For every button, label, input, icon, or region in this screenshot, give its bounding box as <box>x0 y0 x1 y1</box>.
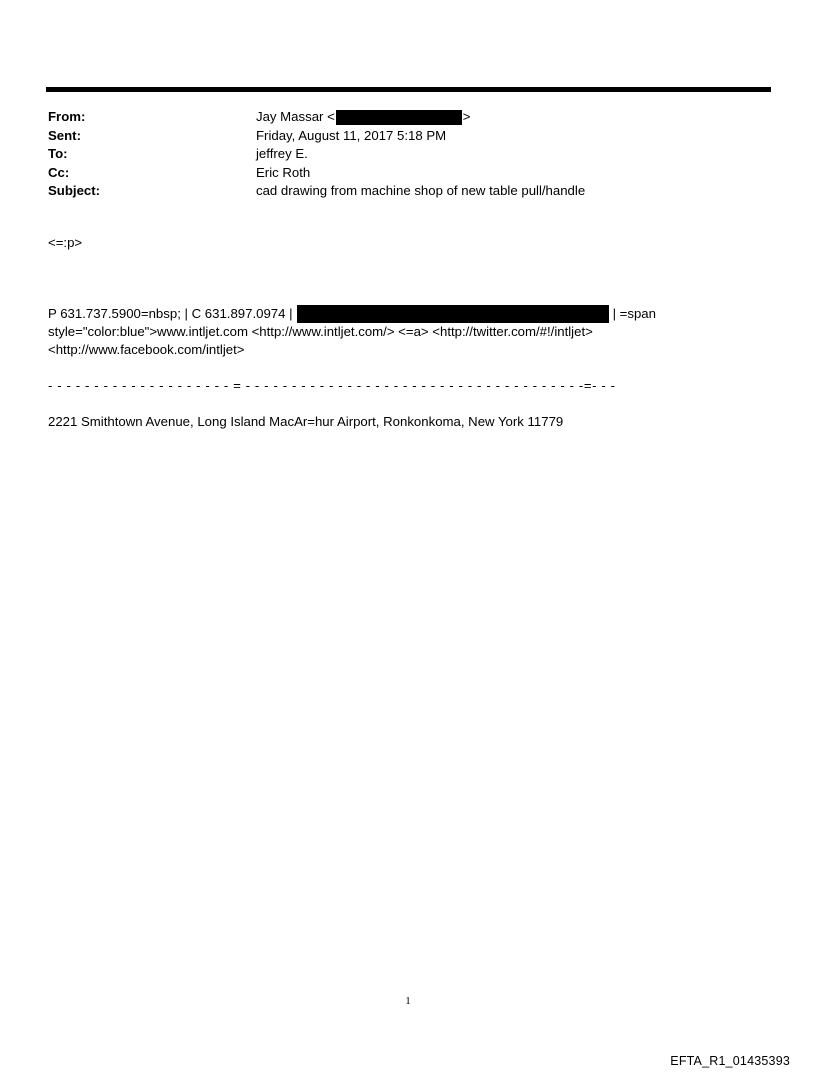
sent-label: Sent: <box>48 127 81 143</box>
signature-links-line: style="color:blue">www.intljet.com <http://www.intljet.com/> <=a> <http://twitter.com/#!/intljet> <box>48 324 593 339</box>
cc-value: Eric Roth <box>256 164 311 180</box>
from-row <box>48 108 768 127</box>
signature-phones: P 631.737.5900=nbsp; | C 631.897.0974 | <box>48 306 293 321</box>
paragraph-tag-text: <=:p> <box>48 235 83 250</box>
from-label: From: <box>48 109 86 124</box>
cc-row <box>48 164 768 183</box>
to-value: jeffrey E. <box>256 146 308 161</box>
signature-separator: - - - - - - - - - - - - - - - - - - - - = - - - - - - - - - - - - - - - - - - - - - - - - - - - - - - - - - - - - -=- - - <box>48 378 616 393</box>
subject-row <box>48 182 768 201</box>
page-number: 1 <box>405 995 411 1007</box>
document-id-stamp: EFTA_R1_01435393 <box>670 1054 790 1068</box>
redacted-signature-block <box>297 305 609 323</box>
sent-row <box>48 127 768 146</box>
signature-phone-line <box>48 305 656 323</box>
to-label: To: <box>48 146 68 161</box>
subject-label: Subject: <box>48 183 101 198</box>
sent-value: Friday, August 11, 2017 5:18 PM <box>256 127 447 143</box>
cc-label: Cc: <box>48 164 70 180</box>
to-row <box>48 145 768 164</box>
subject-value: cad drawing from machine shop of new table pull/handle <box>256 183 586 198</box>
from-close-bracket: > <box>462 109 471 124</box>
email-header <box>48 108 768 201</box>
from-value <box>256 108 768 127</box>
from-name: Jay Massar < <box>256 109 335 124</box>
redacted-email-block <box>336 110 462 125</box>
header-divider-rule <box>46 87 771 92</box>
signature-span-fragment: | =span <box>612 306 656 321</box>
signature-address: 2221 Smithtown Avenue, Long Island MacAr=hur Airport, Ronkonkoma, New York 11779 <box>48 414 564 429</box>
signature-facebook-line: <http://www.facebook.com/intljet> <box>48 342 245 357</box>
